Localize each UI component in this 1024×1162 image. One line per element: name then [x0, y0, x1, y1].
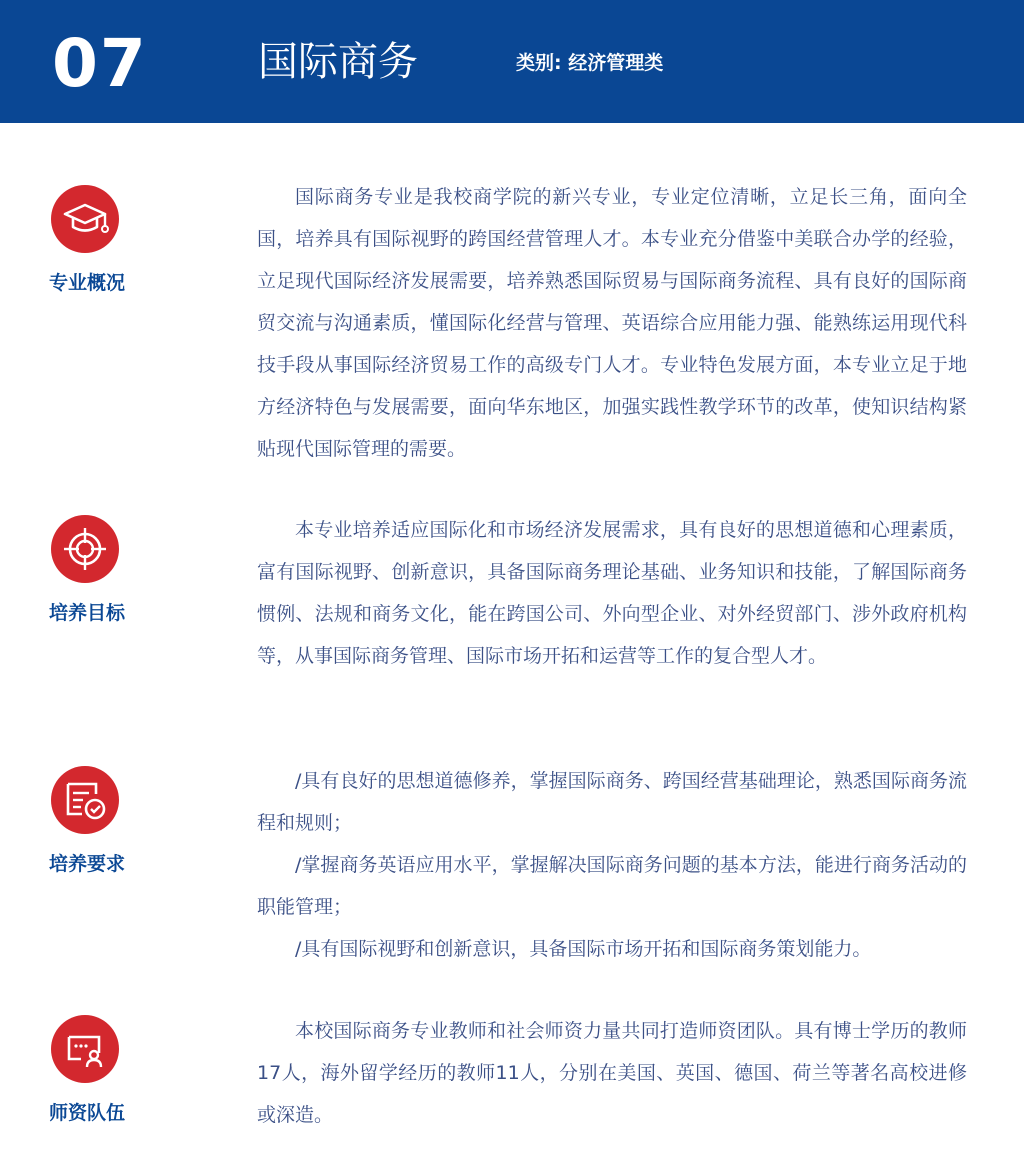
section-label: 专业概况 — [48, 272, 125, 294]
section-number: 07 — [52, 25, 148, 102]
paragraph: 国际商务专业是我校商学院的新兴专业，专业定位清晰，立足长三角，面向全国，培养具有国际视野的跨国经营管理人才。本专业充分借鉴中美联合办学的经验，立足现代国际经济发展需要，培养熟悉国际贸易与国际商务流程、具有良好的国际商贸交流与沟通素质，懂国际化经营与管理、英语综合应用能力强、能熟练运用现代科技手段从事国际经济贸易工作的高级专门人才。专业特色发展方面，本专业立足于地方经济特色与发展需要，面向华东地区，加强实践性教学环节的改革，使知识结构紧贴现代国际管理的需要。 — [257, 186, 967, 460]
section-body — [257, 760, 967, 970]
paragraph: /具有国际视野和创新意识，具备国际市场开拓和国际商务策划能力。 — [295, 938, 872, 960]
target-icon — [51, 515, 119, 583]
teacher-board-icon — [51, 1015, 119, 1083]
section-label: 培养目标 — [48, 602, 125, 624]
section-body — [257, 176, 967, 470]
paragraph: 本专业培养适应国际化和市场经济发展需求，具有良好的思想道德和心理素质， 富有国际视野、创新意识，具备国际商务理论基础、业务知识和技能，了解国际商务惯例、法规和商务文化，能在跨国公司、外向型企业、对外经贸部门、涉外政府机构等，从事国际商务管理、国际市场开拓和运营等工作的复合型人才。 — [257, 519, 967, 667]
graduation-cap-icon — [51, 185, 119, 253]
paragraph: /掌握商务英语应用水平，掌握解决国际商务问题的基本方法，能进行商务活动的职能管理； — [257, 854, 967, 918]
section-body — [257, 1010, 967, 1136]
section-body — [257, 509, 967, 677]
category-label: 类别: 经济管理类 — [516, 52, 664, 74]
section-label: 培养要求 — [48, 853, 125, 875]
paragraph: /具有良好的思想道德修养，掌握国际商务、跨国经营基础理论，熟悉国际商务流程和规则； — [257, 770, 967, 834]
paragraph: 本校国际商务专业教师和社会师资力量共同打造师资团队。具有博士学历的教师17人，海外留学经历的教师11人，分别在美国、英国、德国、荷兰等著名高校进修或深造。 — [257, 1020, 967, 1126]
checklist-icon — [51, 766, 119, 834]
page-header — [0, 0, 1024, 123]
section-label: 师资队伍 — [48, 1102, 125, 1124]
page-title: 国际商务 — [258, 39, 418, 85]
